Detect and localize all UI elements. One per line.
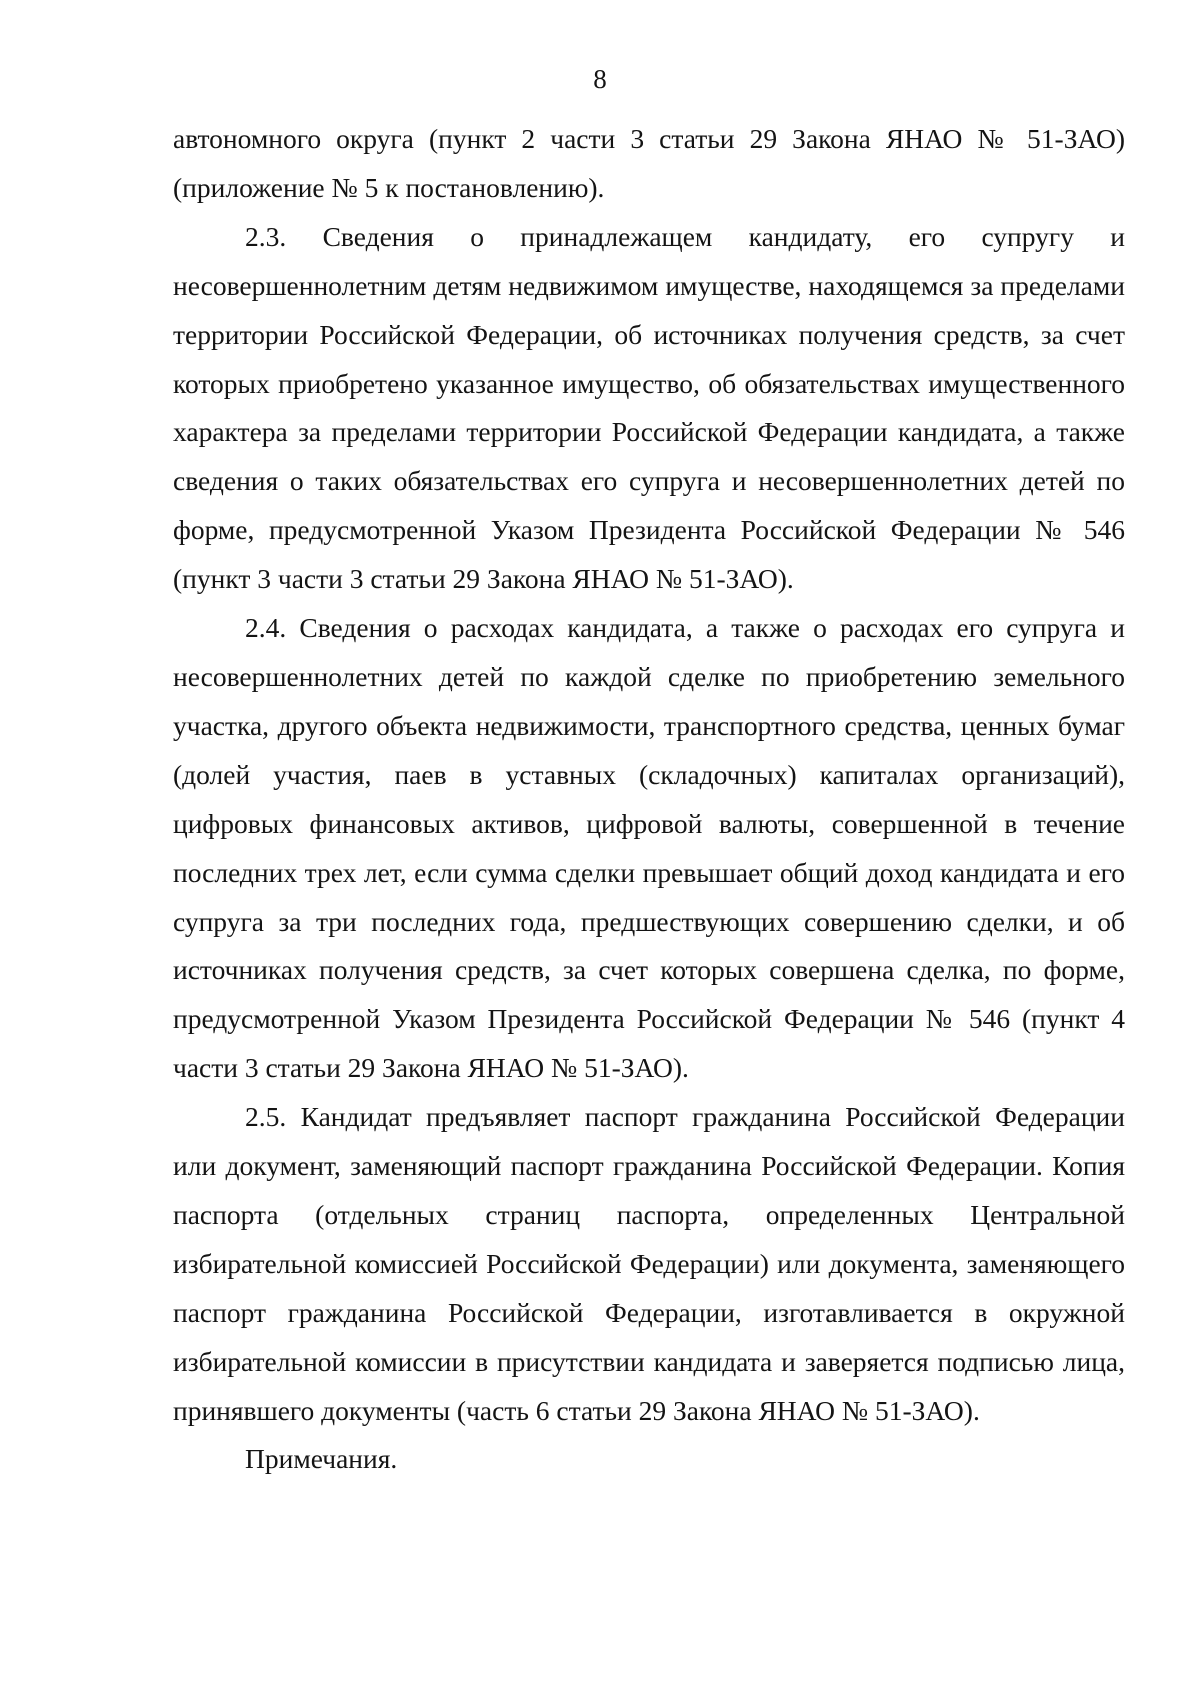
page-number: 8 xyxy=(593,64,607,94)
paragraph-2-3: 2.3. Сведения о принадлежащем кандидату, его супругу и несовершеннолетним детям недвижимом имуществе, находящемся за пределами территории Российской Федерации, об источниках получения средств, за счет которых приобретено указанное имущество, об обязательствах имущественного характера за пределами территории Российской Федерации кандидата, а также сведения о таких обязательствах его супруга и несовершеннолетних детей по форме, предусмотренной Указом Президента Российской Федерации № 546 (пункт 3 части 3 статьи 29 Закона ЯНАО № 51-ЗАО). xyxy=(173,220,1125,595)
document-body xyxy=(173,115,1125,1484)
paragraph-2-4: 2.4. Сведения о расходах кандидата, а также о расходах его супруга и несовершеннолетних детей по каждой сделке по приобретению земельного участка, другого объекта недвижимости, транспортного средства, ценных бумаг (долей участия, паев в уставных (складочных) капиталах организаций), цифровых финансовых активов, цифровой валюты, совершенной в течение последних трех лет, если сумма сделки превышает общий доход кандидата и его супруга за три последних года, предшествующих совершению сделки, и об источниках получения средств, за счет которых совершена сделка, по форме, предусмотренной Указом Президента Российской Федерации № 546 (пункт 4 части 3 статьи 29 Закона ЯНАО № 51-ЗАО). xyxy=(173,612,1125,1084)
paragraph-continuation: автономного округа (пункт 2 части 3 статьи 29 Закона ЯНАО № 51-ЗАО) (приложение № 5 к постановлению). xyxy=(173,123,1125,203)
notes-heading: Примечания. xyxy=(245,1443,398,1475)
paragraph-2-5: 2.5. Кандидат предъявляет паспорт гражданина Российской Федерации или документ, заменяющий паспорт гражданина Российской Федерации. Копия паспорта (отдельных страниц паспорта, определенных Центральной избирательной комиссией Российской Федерации) или документа, заменяющего паспорт гражданина Российской Федерации, изготавливается в окружной избирательной комиссии в присутствии кандидата и заверяется подписью лица, принявшего документы (часть 6 статьи 29 Закона ЯНАО № 51-ЗАО). xyxy=(173,1101,1125,1426)
